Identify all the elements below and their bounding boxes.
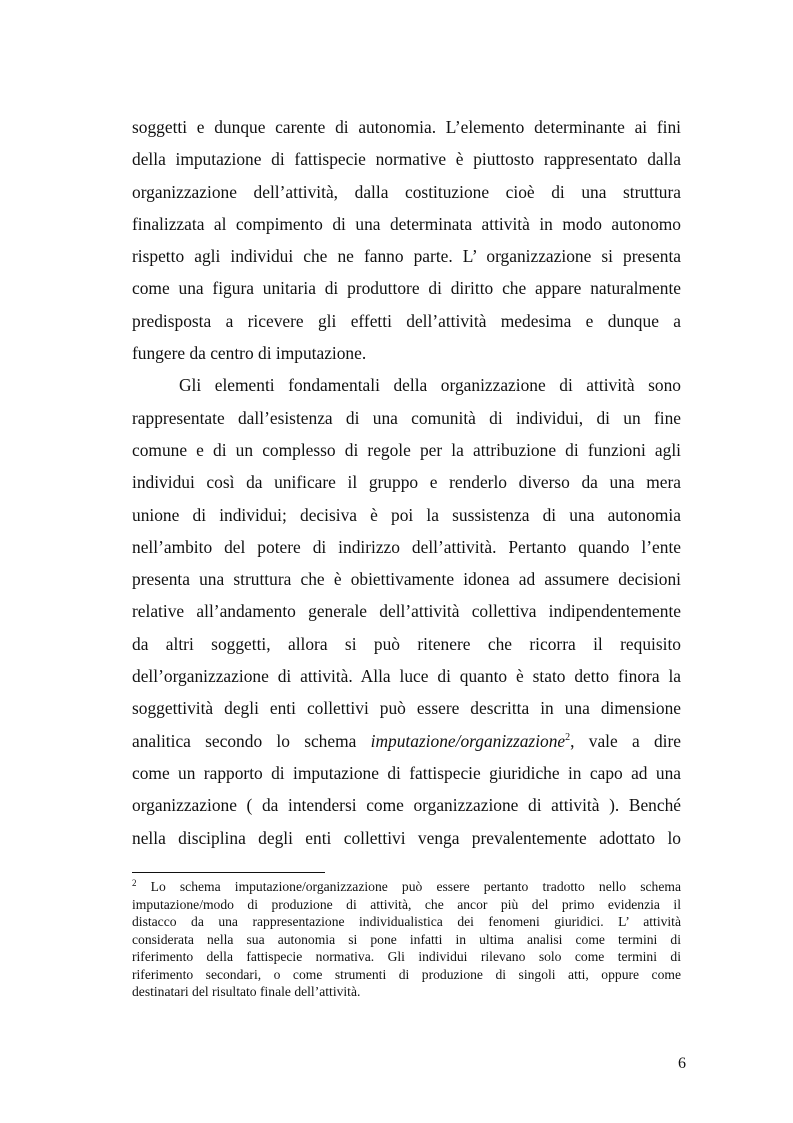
text-line: finalizzata al compimento di una determinata attività in modo autonomo bbox=[132, 213, 681, 234]
text-line: nell’ambito del potere di indirizzo dell’attività. Pertanto quando l’ente bbox=[132, 536, 681, 557]
page-number: 6 bbox=[678, 1055, 686, 1072]
footnote-line: distacco da una rappresentazione individualistica dei fenomeni giuridici. L’ attività bbox=[132, 914, 681, 929]
text-line: come una figura unitaria di produttore di diritto che appare naturalmente bbox=[132, 278, 681, 299]
footnote-line: considerata nella sua autonomia si pone infatti in ultima analisi come termini di bbox=[132, 931, 681, 947]
text-line: presenta una struttura che è obiettivamente idonea ad assumere decisioni bbox=[132, 569, 681, 590]
text-line: comune e di un complesso di regole per la attribuzione di funzioni agli bbox=[132, 439, 681, 460]
text-segment: , vale a dire bbox=[570, 730, 681, 751]
italic-term: imputazione/organizzazione bbox=[370, 730, 566, 751]
text-line: organizzazione ( da intendersi come organizzazione di attività ). Benché bbox=[132, 795, 681, 816]
text-line: rappresentate dall’esistenza di una comunità di individui, di un fine bbox=[132, 407, 681, 428]
footnote bbox=[132, 878, 681, 1001]
text-line: Gli elementi fondamentali della organizzazione di attività sono bbox=[179, 375, 681, 396]
footnote-line: destinatari del risultato finale dell’attività. bbox=[132, 984, 361, 999]
text-line: fungere da centro di imputazione. bbox=[132, 343, 367, 364]
text-line: organizzazione dell’attività, dalla costituzione cioè di una struttura bbox=[132, 181, 681, 202]
text-line: predisposta a ricevere gli effetti dell’attività medesima e dunque a bbox=[132, 310, 681, 331]
footnote-line bbox=[132, 878, 681, 896]
footnote-line: riferimento della fattispecie normativa. Gli individui rilevano solo come termini di bbox=[132, 949, 681, 964]
text-segment: analitica secondo lo schema bbox=[132, 730, 371, 751]
footnote-text: Lo schema imputazione/organizzazione può essere pertanto tradotto nello schema bbox=[136, 879, 681, 894]
main-text bbox=[132, 111, 681, 854]
text-line: come un rapporto di imputazione di fattispecie giuridiche in capo ad una bbox=[132, 762, 681, 783]
footnote-line: imputazione/modo di produzione di attività, che ancor più del primo evidenzia il bbox=[132, 896, 681, 912]
text-line: dell’organizzazione di attività. Alla luce di quanto è stato detto finora la bbox=[132, 666, 681, 687]
text-line: individui così da unificare il gruppo e renderlo diverso da una mera bbox=[132, 472, 681, 493]
text-line: da altri soggetti, allora si può ritenere che ricorra il requisito bbox=[132, 633, 681, 654]
text-line: soggetti e dunque carente di autonomia. L’elemento determinante ai fini bbox=[132, 117, 681, 137]
footnote-number: 2 bbox=[132, 878, 137, 888]
text-line: unione di individui; decisiva è poi la sussistenza di una autonomia bbox=[132, 504, 681, 525]
text-line: relative all’andamento generale dell’attività collettiva indipendentemente bbox=[132, 601, 681, 622]
text-line: rispetto agli individui che ne fanno parte. L’ organizzazione si presenta bbox=[132, 246, 681, 267]
footnote-line: riferimento secondari, o come strumenti di produzione di singoli atti, oppure come bbox=[132, 966, 681, 982]
text-line: soggettività degli enti collettivi può essere descritta in una dimensione bbox=[132, 698, 681, 719]
text-line: nella disciplina degli enti collettivi venga prevalentemente adottato lo bbox=[132, 827, 681, 848]
text-line: della imputazione di fattispecie normative è piuttosto rappresentato dalla bbox=[132, 149, 681, 170]
text-line-with-footnote-ref bbox=[132, 725, 681, 757]
footnote-separator bbox=[132, 872, 325, 873]
footnote-reference[interactable]: 2 bbox=[565, 731, 571, 743]
